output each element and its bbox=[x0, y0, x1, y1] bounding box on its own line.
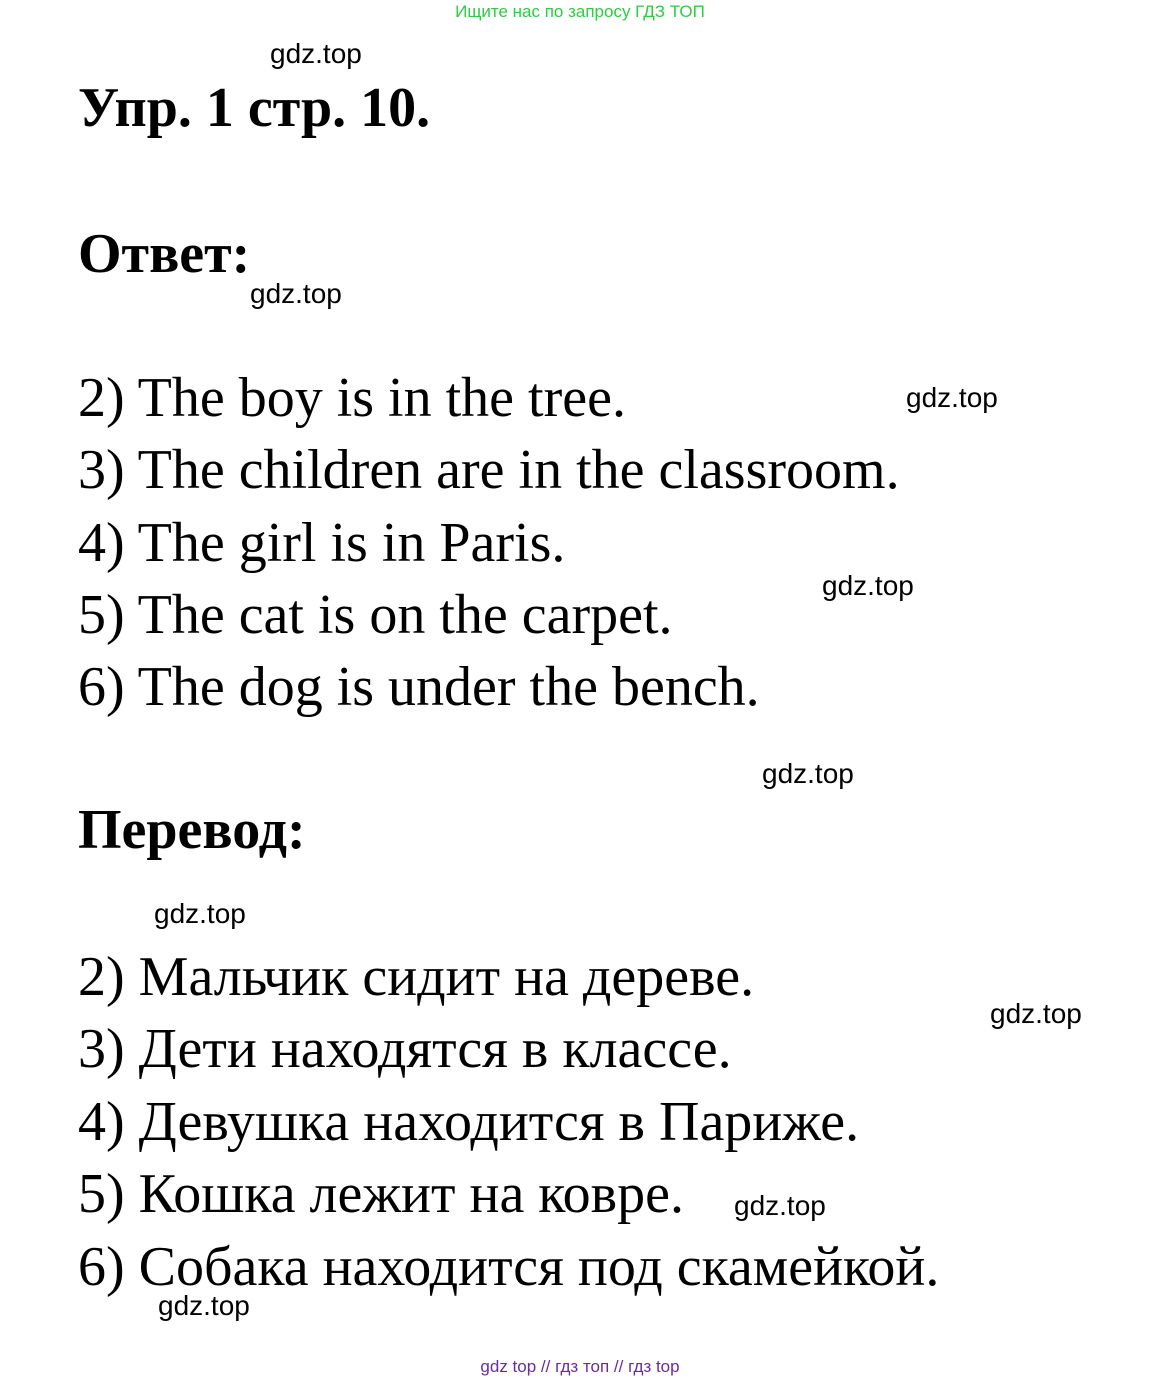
watermark: gdz.top bbox=[270, 38, 362, 69]
translation-line: 2) Мальчик сидит на дереве. bbox=[78, 946, 755, 1008]
answer-heading: Ответ: bbox=[78, 223, 251, 285]
watermark: gdz.top bbox=[906, 382, 998, 413]
translation-line: 6) Собака находится под скамейкой. bbox=[78, 1236, 940, 1298]
answer-line: 4) The girl is in Paris. bbox=[78, 512, 566, 574]
translation-line: 5) Кошка лежит на ковре. bbox=[78, 1163, 684, 1225]
watermark: gdz.top bbox=[250, 278, 342, 309]
search-banner: Ищите нас по запросу ГДЗ ТОП bbox=[455, 2, 705, 21]
watermark: gdz.top bbox=[158, 1290, 250, 1321]
answer-line: 3) The children are in the classroom. bbox=[78, 439, 900, 501]
answer-line: 6) The dog is under the bench. bbox=[78, 656, 760, 718]
watermark: gdz.top bbox=[762, 758, 854, 789]
translation-line: 3) Дети находятся в классе. bbox=[78, 1018, 732, 1080]
watermark: gdz.top bbox=[734, 1190, 826, 1221]
translation-line: 4) Девушка находится в Париже. bbox=[78, 1091, 860, 1153]
translation-heading: Перевод: bbox=[78, 799, 306, 861]
answer-line: 5) The cat is on the carpet. bbox=[78, 584, 673, 646]
watermark: gdz.top bbox=[990, 998, 1082, 1029]
footer-links: gdz top // гдз топ // гдз top bbox=[480, 1357, 680, 1376]
exercise-title: Упр. 1 стр. 10. bbox=[78, 77, 431, 139]
watermark: gdz.top bbox=[154, 898, 246, 929]
answer-line: 2) The boy is in the tree. bbox=[78, 367, 626, 429]
watermark: gdz.top bbox=[822, 570, 914, 601]
